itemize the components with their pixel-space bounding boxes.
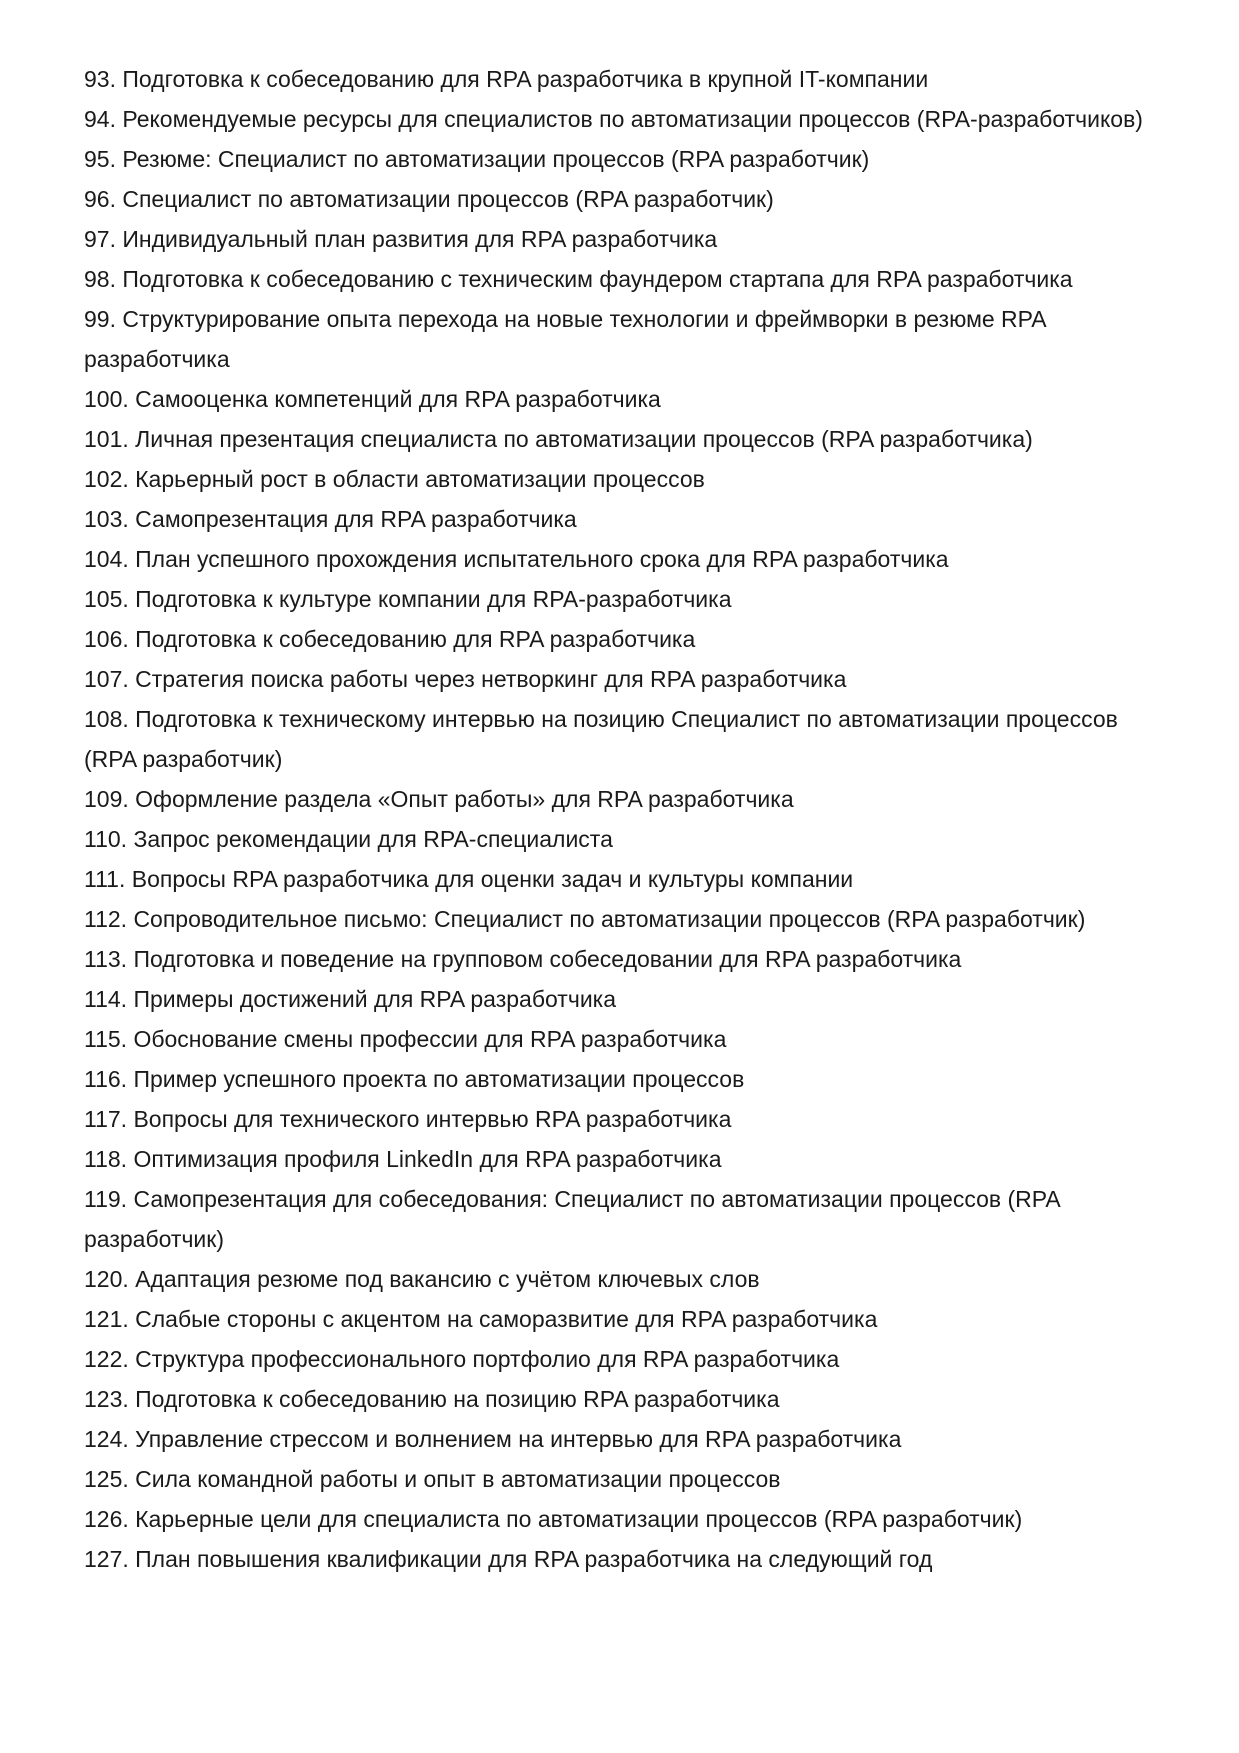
list-item: 101. Личная презентация специалиста по автоматизации процессов (RPA разработчика): [84, 426, 1033, 452]
list-item: 108. Подготовка к техническому интервью на позицию Специалист по автоматизации процессов (RPA разработчик): [84, 706, 1118, 772]
list-item: 107. Стратегия поиска работы через нетворкинг для RPA разработчика: [84, 666, 847, 692]
list-item: 117. Вопросы для технического интервью RPA разработчика: [84, 1106, 732, 1132]
list-item: 115. Обоснование смены профессии для RPA разработчика: [84, 1026, 727, 1052]
list-item: 125. Сила командной работы и опыт в автоматизации процессов: [84, 1466, 781, 1492]
list-item: 93. Подготовка к собеседованию для RPA разработчика в крупной IT-компании: [84, 66, 929, 92]
list-item: 110. Запрос рекомендации для RPA-специалиста: [84, 826, 613, 852]
list-item: 98. Подготовка к собеседованию с техническим фаундером стартапа для RPA разработчика: [84, 266, 1073, 292]
list-item: 100. Самооценка компетенций для RPA разработчика: [84, 386, 661, 412]
list-item: 120. Адаптация резюме под вакансию с учётом ключевых слов: [84, 1266, 760, 1292]
list-item: 94. Рекомендуемые ресурсы для специалистов по автоматизации процессов (RPA-разработчиков): [84, 106, 1143, 132]
list-item: 114. Примеры достижений для RPA разработчика: [84, 986, 617, 1012]
list-item: 126. Карьерные цели для специалиста по автоматизации процессов (RPA разработчик): [84, 1506, 1023, 1532]
list-item: 102. Карьерный рост в области автоматизации процессов: [84, 466, 705, 492]
list-item: 122. Структура профессионального портфолио для RPA разработчика: [84, 1346, 840, 1372]
list-item: 116. Пример успешного проекта по автоматизации процессов: [84, 1066, 745, 1092]
list-item: 121. Слабые стороны с акцентом на саморазвитие для RPA разработчика: [84, 1306, 878, 1332]
list-item: 124. Управление стрессом и волнением на интервью для RPA разработчика: [84, 1426, 902, 1452]
list-item: 103. Самопрезентация для RPA разработчика: [84, 506, 577, 532]
list-item: 106. Подготовка к собеседованию для RPA разработчика: [84, 626, 696, 652]
list-item: 111. Вопросы RPA разработчика для оценки задач и культуры компании: [84, 866, 854, 892]
list-item: 118. Оптимизация профиля LinkedIn для RPA разработчика: [84, 1146, 722, 1172]
list-item: 99. Структурирование опыта перехода на новые технологии и фреймворки в резюме RPA разработчика: [84, 306, 1046, 372]
list-item: 119. Самопрезентация для собеседования: Специалист по автоматизации процессов (RPA разработчик): [84, 1186, 1060, 1252]
list-item: 96. Специалист по автоматизации процессов (RPA разработчик): [84, 186, 774, 212]
list-item: 123. Подготовка к собеседованию на позицию RPA разработчика: [84, 1386, 780, 1412]
topic-list: [84, 59, 1174, 1579]
list-item: 105. Подготовка к культуре компании для RPA-разработчика: [84, 586, 732, 612]
list-item: 97. Индивидуальный план развития для RPA разработчика: [84, 226, 718, 252]
list-item: 95. Резюме: Специалист по автоматизации процессов (RPA разработчик): [84, 146, 870, 172]
list-item: 109. Оформление раздела «Опыт работы» для RPA разработчика: [84, 786, 794, 812]
list-item: 113. Подготовка и поведение на групповом собеседовании для RPA разработчика: [84, 946, 962, 972]
list-item: 112. Сопроводительное письмо: Специалист по автоматизации процессов (RPA разработчик): [84, 906, 1086, 932]
list-item: 127. План повышения квалификации для RPA разработчика на следующий год: [84, 1546, 933, 1572]
list-item: 104. План успешного прохождения испытательного срока для RPA разработчика: [84, 546, 949, 572]
